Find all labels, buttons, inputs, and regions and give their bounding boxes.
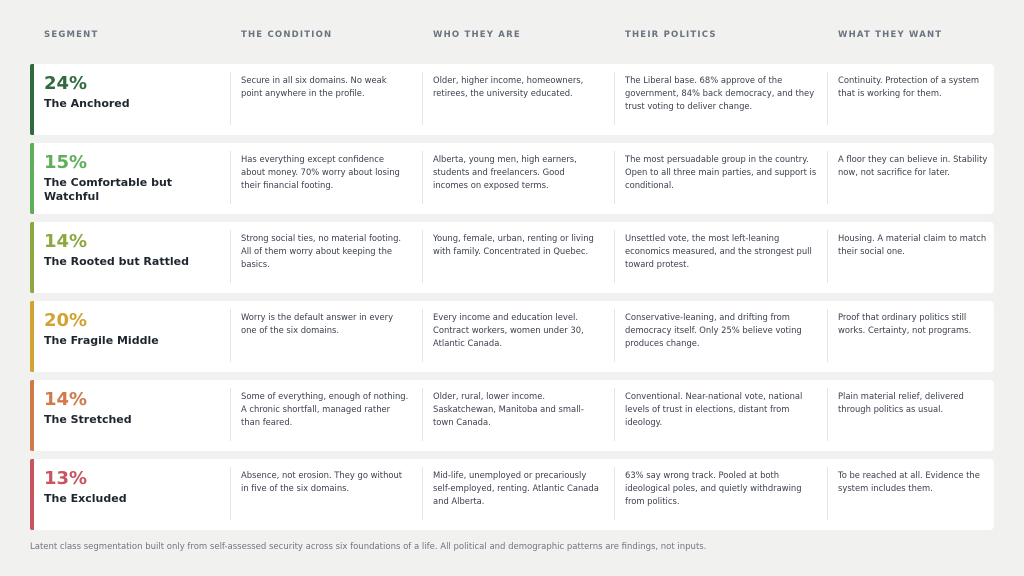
segment-row [30, 301, 994, 372]
segment-condition: Some of everything, enough of nothing. A chronic shortfall, managed rather than feared. [241, 391, 409, 428]
segment-color-bar [30, 143, 34, 214]
segment-row [30, 380, 994, 451]
segment-want: Plain material relief, delivered through politics as usual. [838, 391, 964, 415]
segment-condition: Worry is the default answer in every one of the six domains. [241, 312, 394, 336]
segment-name: The Fragile Middle [44, 334, 159, 347]
column-divider [614, 72, 615, 125]
segment-percent: 14% [44, 389, 88, 410]
segment-percent: 13% [44, 468, 88, 489]
segment-who: Young, female, urban, renting or living with family. Concentrated in Quebec. [433, 233, 594, 257]
segment-want: To be reached at all. Evidence the system includes them. [838, 470, 980, 494]
segment-want: Continuity. Protection of a system that is working for them. [838, 75, 980, 99]
segment-politics: 63% say wrong track. Pooled at both ideological poles, and quietly withdrawing from politics. [625, 470, 802, 507]
header-segment: SEGMENT [44, 30, 99, 40]
column-divider [422, 230, 423, 283]
segment-color-bar [30, 301, 34, 372]
segment-condition: Strong social ties, no material footing. All of them worry about keeping the basics. [241, 233, 402, 270]
segment-who: Mid-life, unemployed or precariously self-employed, renting. Atlantic Canada and Alberta. [433, 470, 599, 507]
segment-politics: Conservative-leaning, and drifting from democracy itself. Only 25% believe voting produces change. [625, 312, 802, 349]
column-divider [614, 151, 615, 204]
column-divider [422, 388, 423, 441]
segment-who: Older, higher income, homeowners, retirees, the university educated. [433, 75, 584, 99]
segment-politics: The most persuadable group in the country. Open to all three main parties, and support is conditional. [625, 154, 817, 191]
segment-color-bar [30, 222, 34, 293]
column-divider [230, 72, 231, 125]
table-header [0, 30, 1024, 42]
segment-politics: Conventional. Near-national vote, national levels of trust in elections, distant from ideology. [625, 391, 803, 428]
column-divider [230, 151, 231, 204]
header-condition: THE CONDITION [241, 30, 333, 40]
segment-who: Older, rural, lower income. Saskatchewan, Manitoba and small-town Canada. [433, 391, 584, 428]
column-divider [614, 388, 615, 441]
segment-row [30, 64, 994, 135]
segment-name: The Anchored [44, 97, 130, 110]
column-divider [614, 230, 615, 283]
column-divider [230, 309, 231, 362]
column-divider [230, 467, 231, 520]
segment-name: The Excluded [44, 492, 127, 505]
column-divider [230, 388, 231, 441]
column-divider [422, 467, 423, 520]
segment-row [30, 222, 994, 293]
header-who: WHO THEY ARE [433, 30, 521, 40]
segment-row [30, 459, 994, 530]
segment-politics: Unsettled vote, the most left-leaning economics measured, and the strongest pull toward protest. [625, 233, 812, 270]
segment-percent: 14% [44, 231, 88, 252]
header-politics: THEIR POLITICS [625, 30, 717, 40]
column-divider [827, 309, 828, 362]
column-divider [422, 151, 423, 204]
segment-row [30, 143, 994, 214]
column-divider [422, 72, 423, 125]
segment-want: Housing. A material claim to match their social one. [838, 233, 987, 257]
segment-name: The Comfortable but Watchful [44, 176, 173, 203]
segment-percent: 20% [44, 310, 88, 331]
segment-name: The Rooted but Rattled [44, 255, 189, 268]
segment-color-bar [30, 459, 34, 530]
column-divider [422, 309, 423, 362]
column-divider [827, 467, 828, 520]
column-divider [614, 309, 615, 362]
column-divider [827, 230, 828, 283]
column-divider [614, 467, 615, 520]
column-divider [827, 388, 828, 441]
segment-condition: Absence, not erosion. They go without in five of the six domains. [241, 470, 403, 494]
segment-who: Alberta, young men, high earners, students and freelancers. Good incomes on exposed terms. [433, 154, 577, 191]
segment-color-bar [30, 380, 34, 451]
column-divider [827, 151, 828, 204]
segment-percent: 15% [44, 152, 88, 173]
segment-who: Every income and education level. Contract workers, women under 30, Atlantic Canada. [433, 312, 584, 349]
segment-condition: Has everything except confidence about money. 70% worry about losing their financial footing. [241, 154, 400, 191]
segment-condition: Secure in all six domains. No weak point anywhere in the profile. [241, 75, 387, 99]
column-divider [827, 72, 828, 125]
footnote: Latent class segmentation built only from self-assessed security across six foundations of a life. All political and demographic patterns are findings, not inputs. [30, 542, 707, 552]
header-want: WHAT THEY WANT [838, 30, 943, 40]
segment-want: Proof that ordinary politics still works. Certainty, not programs. [838, 312, 972, 336]
column-divider [230, 230, 231, 283]
segment-color-bar [30, 64, 34, 135]
segment-politics: The Liberal base. 68% approve of the government, 84% back democracy, and they trust voting to deliver change. [625, 75, 815, 112]
segment-want: A floor they can believe in. Stability now, not sacrifice for later. [838, 154, 988, 178]
segment-percent: 24% [44, 73, 88, 94]
segment-name: The Stretched [44, 413, 132, 426]
